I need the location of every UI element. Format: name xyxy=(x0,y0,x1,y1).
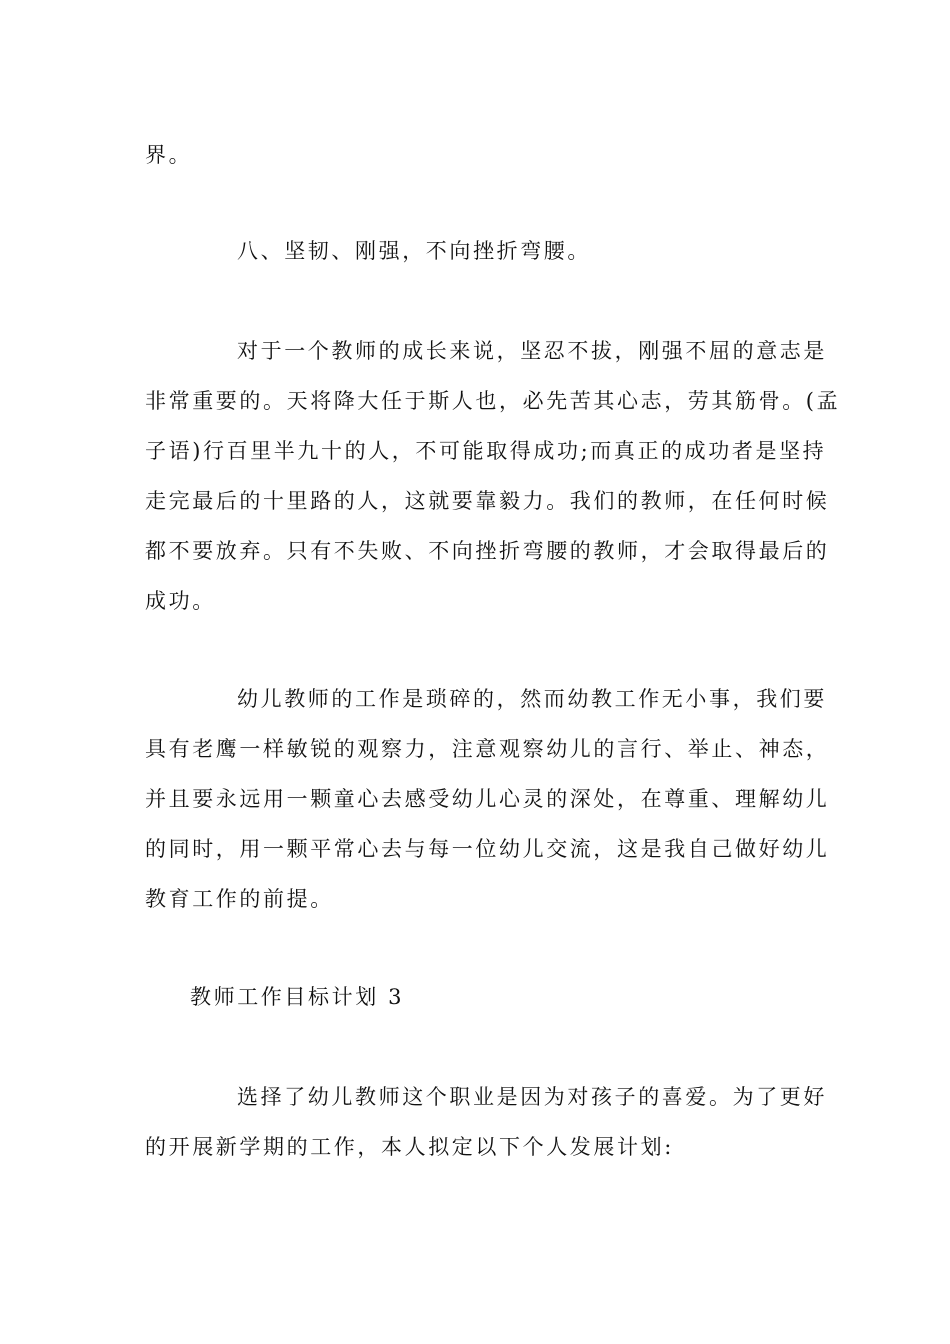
text-line: 界。 xyxy=(145,143,193,167)
document-title: 教师工作目标计划 3 xyxy=(190,985,405,1009)
text-line: 非常重要的。天将降大任于斯人也，必先苦其心志，劳其筋骨。(孟 xyxy=(145,389,841,413)
text-line: 走完最后的十里路的人，这就要靠毅力。我们的教师，在任何时候 xyxy=(145,489,830,513)
text-line: 具有老鹰一样敏锐的观察力，注意观察幼儿的言行、举止、神态， xyxy=(145,737,830,761)
text-line: 都不要放弃。只有不失败、不向挫折弯腰的教师，才会取得最后的 xyxy=(145,539,830,563)
section-heading: 八、坚韧、刚强，不向挫折弯腰。 xyxy=(237,239,591,263)
text-line: 子语)行百里半九十的人，不可能取得成功;而真正的成功者是坚持 xyxy=(145,439,827,463)
text-line: 对于一个教师的成长来说，坚忍不拔，刚强不屈的意志是 xyxy=(237,339,827,363)
text-line: 教育工作的前提。 xyxy=(145,887,334,911)
text-line: 选择了幼儿教师这个职业是因为对孩子的喜爱。为了更好 xyxy=(237,1085,827,1109)
text-line: 幼儿教师的工作是琐碎的，然而幼教工作无小事，我们要 xyxy=(237,687,827,711)
text-line: 成功。 xyxy=(145,589,216,613)
text-line: 的开展新学期的工作，本人拟定以下个人发展计划: xyxy=(145,1135,674,1159)
text-line: 并且要永远用一颗童心去感受幼儿心灵的深处，在尊重、理解幼儿 xyxy=(145,787,830,811)
text-line: 的同时，用一颗平常心去与每一位幼儿交流，这是我自己做好幼儿 xyxy=(145,837,830,861)
